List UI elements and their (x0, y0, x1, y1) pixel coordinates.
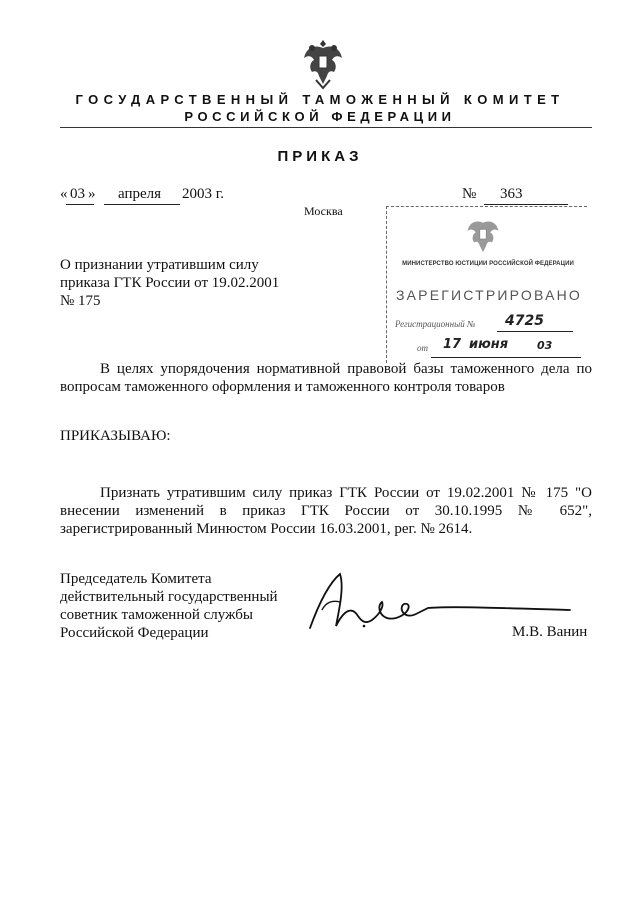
date-close-quote: » (88, 186, 96, 202)
organization-name-line1: ГОСУДАРСТВЕННЫЙ ТАМОЖЕННЫЙ КОМИТЕТ (75, 92, 565, 107)
signatory-title-line1: Председатель Комитета (60, 571, 212, 587)
stamp-registration-label: Регистрационный № (395, 319, 476, 329)
subject-line2: приказа ГТК России от 19.02.2001 (60, 275, 280, 291)
date-open-quote: « (60, 186, 68, 202)
document-number-underline (484, 204, 568, 205)
stamp-registration-number: 4725 (505, 313, 544, 329)
document-number: 363 (500, 186, 523, 202)
document-type: ПРИКАЗ (277, 148, 363, 165)
stamp-date-year: 03 (537, 339, 553, 352)
stamp-reg-underline (497, 331, 573, 332)
stamp-date-prefix: от (417, 343, 428, 353)
order-text: Признать утратившим силу приказ ГТК России от 19.02.2001 № 175 "О внесении изменений в приказ ГТК России от 30.10.1995 № 652", зарегистрированный Минюстом России 16.03.2001, рег. № 2614. (60, 485, 592, 537)
stamp-date-month: июня (469, 337, 509, 352)
order-word: ПРИКАЗЫВАЮ: (60, 428, 171, 444)
signatory-name: М.В. Ванин (512, 624, 588, 640)
date-day: 03 (70, 186, 85, 202)
subject-line1: О признании утратившим силу (60, 257, 259, 273)
city: Москва (304, 204, 343, 218)
subject-line3: № 175 (60, 293, 101, 309)
stamp-organization: МИНИСТЕРСТВО ЮСТИЦИИ РОССИЙСКОЙ ФЕДЕРАЦИИ (402, 261, 574, 267)
registration-stamp (386, 206, 587, 363)
stamp-date-day: 17 (443, 337, 462, 352)
stamp-registration-line (395, 319, 475, 329)
stamp-date-underline (431, 357, 581, 358)
date-year: 2003 г. (182, 186, 224, 202)
header-divider (60, 127, 592, 128)
subject (60, 256, 279, 310)
double-headed-eagle-emblem (300, 36, 346, 90)
date-month: апреля (118, 186, 162, 202)
date-day-underline (66, 204, 94, 205)
stamp-status: ЗАРЕГИСТРИРОВАНО (395, 287, 583, 303)
signatory-title-line3: советник таможенной службы (60, 607, 253, 623)
signatory-title-line2: действительный государственный (60, 589, 278, 605)
date-month-underline (104, 204, 180, 205)
preamble: В целях упорядочения нормативной правовой базы таможенного дела по вопросам таможенного оформления и таможенного контроля товаров (60, 361, 592, 395)
signatory-title-line4: Российской Федерации (60, 625, 209, 641)
signatory-title (60, 570, 278, 642)
organization-name-line2: РОССИЙСКОЙ ФЕДЕРАЦИИ (184, 109, 456, 124)
stamp-eagle-emblem (463, 213, 503, 257)
number-label: № (462, 186, 477, 202)
